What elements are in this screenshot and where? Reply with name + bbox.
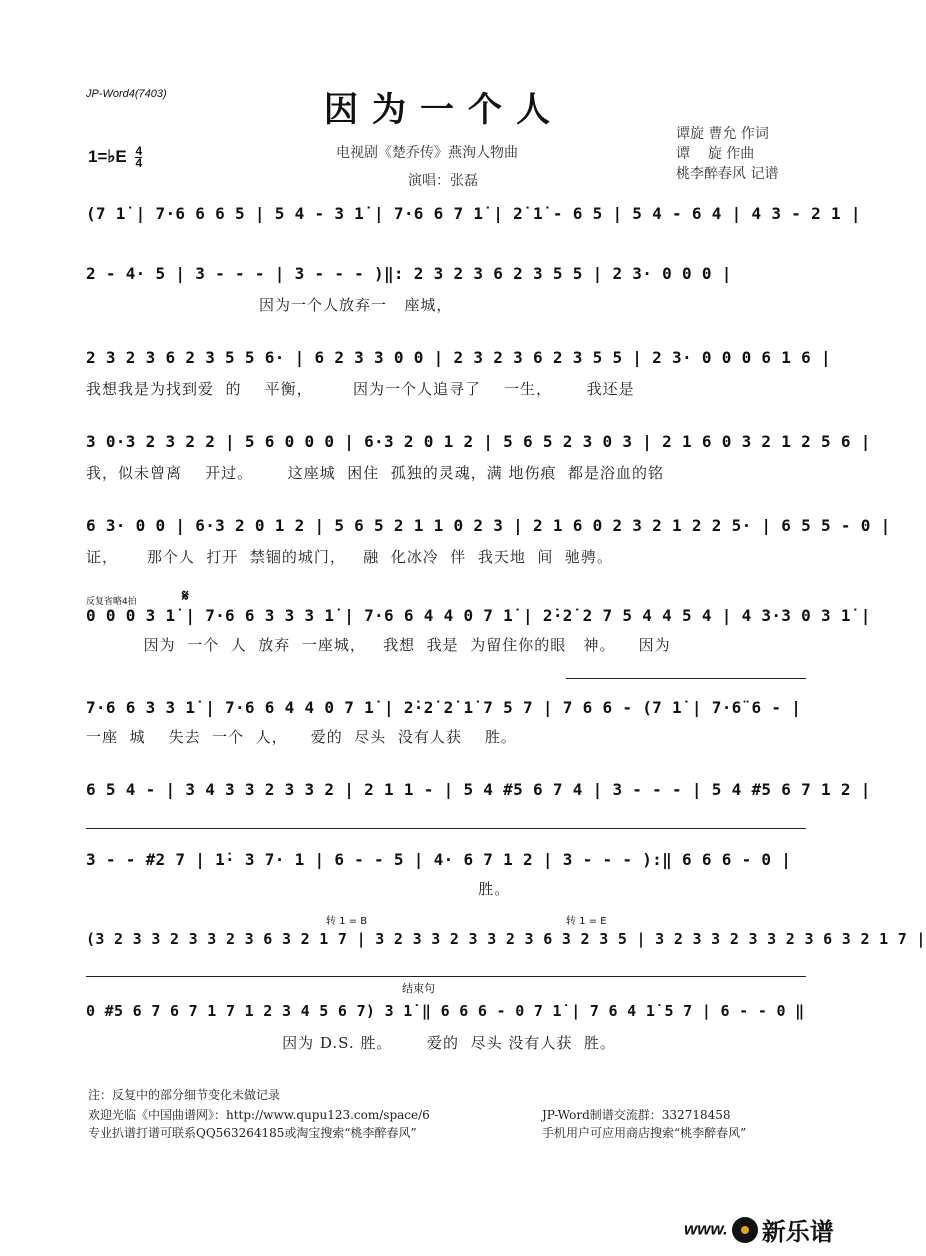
- score-row-4-notes: 3 0·3 2 3 2 2 | 5 6 0 0 0 | 6·3 2 0 1 2 | 5 6 5 2 3 0 3 | 2 1 6 0 3 2 1 2 5 6 |: [86, 432, 871, 451]
- score-row-8-notes: 6 5 4 - | 3 4 3 3 2 3 3 2 | 2 1 1 - | 5 4 #5 6 7 4 | 3 - - - | 5 4 #5 6 7 1 2 |: [86, 780, 871, 799]
- modulation-b: 转 1 = B: [326, 916, 368, 927]
- row-divider-line-2: [86, 976, 806, 977]
- software-label: JP-Word4(7403): [86, 88, 167, 100]
- record-disc-icon: [732, 1217, 758, 1243]
- singer: 演唱：张磊: [408, 173, 478, 189]
- key-signature: [88, 146, 142, 169]
- time-denominator: 4: [135, 156, 143, 170]
- score-row-6-notes: 0 0 0 3 1̇ | 7·6 6 3 3 3 1̇ | 7·6 6 4 4 0 7 1̇ | 2̇·2̇ 2 7 5 4 4 5 4 | 4 3·3 0 3 1̇ |: [86, 606, 871, 625]
- time-signature: [135, 146, 142, 169]
- repeat-omit-marking: 反复省略4拍: [86, 597, 137, 607]
- transcriber-credit: 桃李醉春风 记谱: [676, 166, 779, 182]
- composer-credit: 谭 旋 作曲: [676, 146, 755, 162]
- logo-brand: 新乐谱: [761, 1218, 834, 1246]
- score-row-2-lyrics: 因为一个人放弃一 座城，: [86, 296, 453, 314]
- score-row-2-notes: 2 - 4· 5 | 3 - - - | 3 - - - )‖: 2 3 2 3 6 2 3 5 5 | 2 3· 0 0 0 |: [86, 264, 732, 283]
- footer-left: [88, 1106, 430, 1142]
- score-row-3-lyrics: 我想我是为找到爱 的 平衡， 因为一个人追寻了 一生， 我还是: [86, 380, 635, 398]
- volta-1-bracket: [566, 678, 806, 679]
- score-row-5-lyrics: 证， 那个人 打开 禁锢的城门， 融 化冰冷 伴 我天地 间 驰骋。: [86, 548, 613, 566]
- score-row-9-notes: 3 - - #2 7 | 1̇· 3 7· 1 | 6 - - 5 | 4· 6 7 1 2 | 3 - - - ):‖ 6 6 6 - 0 |: [86, 850, 792, 869]
- score-row-9-lyrics: 胜。: [86, 880, 511, 898]
- score-row-5-notes: 6 3· 0 0 | 6·3 2 0 1 2 | 5 6 5 2 1 1 0 2 3 | 2 1 6 0 2 3 2 1 2 2 5· | 6 5 5 - 0 |: [86, 516, 891, 535]
- logo-www: www.: [684, 1219, 728, 1239]
- footer-contact: 专业扒谱打谱可联系QQ563264185或淘宝搜索“桃李醉春风”: [88, 1126, 417, 1140]
- footer-group: JP-Word制谱交流群：332718458: [542, 1108, 731, 1122]
- modulation-e: 转 1 = E: [566, 916, 607, 927]
- footer-right: [542, 1106, 746, 1142]
- lyricist-credit: 谭旋 曹允 作词: [676, 126, 769, 142]
- score-row-1-notes: (7 1̇ | 7·6 6 6 5 | 5 4 - 3 1̇ | 7·6 6 7 1̇ | 2̇ 1̇ - 6 5 | 5 4 - 6 4 | 4 3 - 2 1 |: [86, 204, 861, 223]
- score-row-10-notes: (3 2 3 3 2 3 3 2 3 6 3 2 1 7 | 3 2 3 3 2 3 3 2 3 6 3 2 3 5 | 3 2 3 3 2 3 3 2 3 6 3 2 1 7 |: [86, 930, 926, 948]
- segno-sign: 𝄋: [182, 586, 189, 605]
- time-numerator: 4: [135, 144, 143, 158]
- transcription-note: 注：反复中的部分细节变化未做记录: [88, 1088, 281, 1102]
- score-row-7-lyrics: 一座 城 失去 一个 人， 爱的 尽头 没有人获 胜。: [86, 728, 517, 746]
- footer-app: 手机用户可应用商店搜索“桃李醉春风”: [542, 1126, 747, 1140]
- site-logo: [684, 1212, 834, 1247]
- footer-website: 欢迎光临《中国曲谱网》：http://www.qupu123.com/space/6: [88, 1108, 430, 1122]
- score-row-6-lyrics: 因为 一个 人 放弃 一座城， 我想 我是 为留住你的眼 神。 因为: [86, 636, 671, 654]
- row-divider-line: [86, 828, 806, 829]
- credits: [676, 124, 778, 184]
- ending-label: 结束句: [402, 982, 435, 995]
- subtitle: 电视剧《楚乔传》燕洵人物曲: [336, 145, 518, 161]
- score-row-7-notes: 7·6 6 3 3 1̇ | 7·6 6 4 4 0 7 1̇ | 2̇·2̇ 2̇ 1̇ 7 5 7 | 7 6 6 - (7 1̇ | 7·6̈ 6 - |: [86, 698, 802, 717]
- score-row-3-notes: 2 3 2 3 6 2 3 5 5 6· | 6 2 3 3 0 0 | 2 3 2 3 6 2 3 5 5 | 2 3· 0 0 0 6 1 6 |: [86, 348, 831, 367]
- score-row-11-lyrics: 因为 D.S. 胜。 爱的 尽头 没有人获 胜。: [86, 1034, 616, 1052]
- key-label: 1=♭E: [88, 146, 127, 166]
- score-row-4-lyrics: 我，似未曾离 开过。 这座城 困住 孤独的灵魂，满 地伤痕 都是浴血的铭: [86, 464, 665, 482]
- score-row-11-notes: 0 #5 6 7 6 7 1 7 1 2 3 4 5 6 7) 3 1̇ ‖ 6 6 6 - 0 7 1̇ | 7 6 4 1̇ 5 7 | 6 - - 0 ‖: [86, 1002, 805, 1020]
- song-title: 因为一个人: [324, 90, 564, 130]
